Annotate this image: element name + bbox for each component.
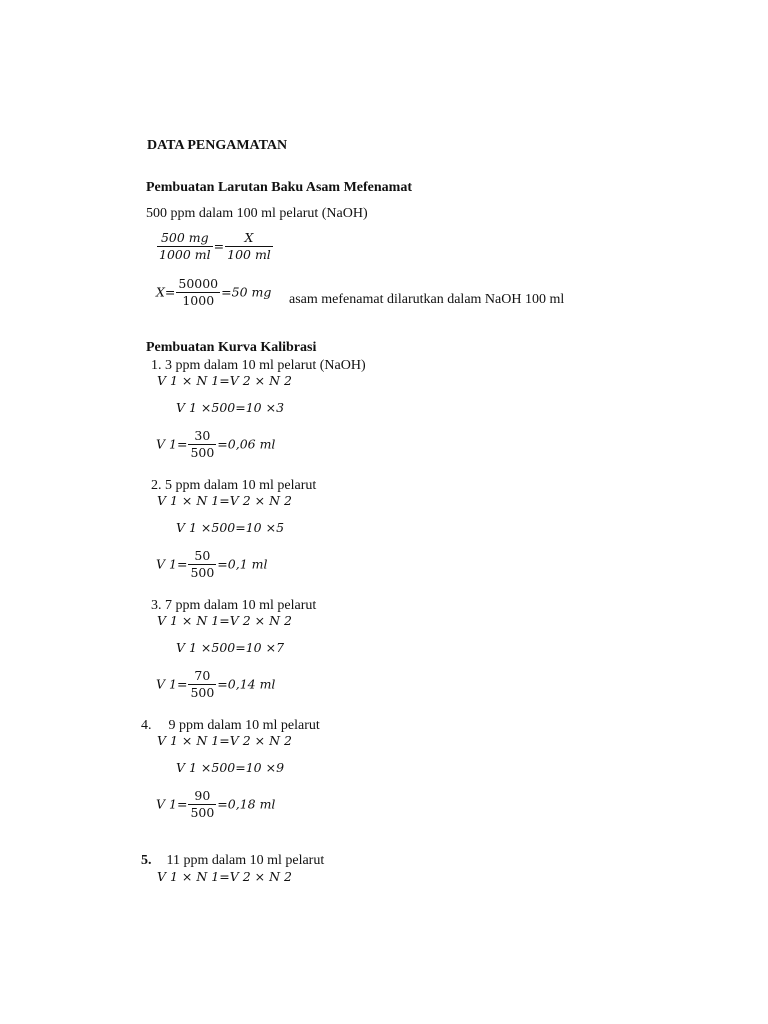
- equals-sign: =: [213, 238, 225, 254]
- fraction-numerator: 70: [188, 669, 216, 685]
- dilution-result: [156, 549, 267, 581]
- fraction-denominator: 500: [190, 445, 215, 461]
- list-item-3: [151, 599, 316, 613]
- dilution-formula: V 1 × N 1=V 2 × N 2: [157, 869, 292, 884]
- list-item-text: 9 ppm dalam 10 ml pelarut: [168, 718, 320, 733]
- fraction-denominator: 500: [190, 805, 215, 821]
- fraction-numerator: 50: [188, 549, 216, 565]
- equation-x-result: [156, 277, 271, 309]
- list-item-text: 11 ppm dalam 10 ml pelarut: [166, 853, 325, 868]
- fraction: [188, 429, 216, 461]
- dissolution-note: asam mefenamat dilarutkan dalam NaOH 100 ml: [289, 292, 565, 307]
- fraction: [176, 277, 220, 309]
- dilution-formula: V 1 × N 1=V 2 × N 2: [157, 373, 292, 388]
- list-item-5: [141, 854, 324, 868]
- equation-lhs: V 1=: [156, 556, 188, 572]
- larutan-baku-description: 500 ppm dalam 100 ml pelarut (NaOH): [146, 206, 368, 221]
- list-item-1: [151, 359, 366, 373]
- dilution-step: V 1 ×500=10 ×7: [176, 640, 285, 655]
- fraction: [188, 669, 216, 701]
- section-heading-kurva-kalibrasi: Pembuatan Kurva Kalibrasi: [146, 340, 317, 355]
- fraction-denominator: 1000: [182, 293, 215, 309]
- dilution-result: [156, 669, 275, 701]
- fraction-numerator: X: [225, 231, 273, 247]
- fraction-denominator: 500: [190, 685, 215, 701]
- dilution-step: V 1 ×500=10 ×9: [176, 760, 285, 775]
- list-item-text: 3 ppm dalam 10 ml pelarut (NaOH): [165, 358, 366, 373]
- fraction-numerator: 500 mg: [157, 231, 213, 247]
- fraction-denominator: 100 ml: [227, 247, 271, 263]
- page-title: DATA PENGAMATAN: [147, 138, 288, 153]
- section-heading-larutan-baku: Pembuatan Larutan Baku Asam Mefenamat: [146, 180, 413, 195]
- list-item-text: 7 ppm dalam 10 ml pelarut: [165, 598, 317, 613]
- equation-lhs: V 1=: [156, 676, 188, 692]
- dilution-step: V 1 ×500=10 ×5: [176, 520, 285, 535]
- equation-rhs: =0,18 ml: [217, 796, 276, 812]
- fraction-denominator: 1000 ml: [159, 247, 211, 263]
- fraction-left: [157, 231, 213, 263]
- equation-rhs: =0,14 ml: [217, 676, 276, 692]
- equation-lhs: V 1=: [156, 436, 188, 452]
- equation-lhs: X=: [156, 284, 176, 300]
- fraction-numerator: 90: [188, 789, 216, 805]
- fraction-numerator: 50000: [176, 277, 220, 293]
- equation-rhs: =0,1 ml: [217, 556, 268, 572]
- equation-rhs: =0,06 ml: [217, 436, 276, 452]
- list-item-2: [151, 479, 316, 493]
- list-item-text: 5 ppm dalam 10 ml pelarut: [165, 478, 317, 493]
- dilution-formula: V 1 × N 1=V 2 × N 2: [157, 733, 292, 748]
- dilution-result: [156, 429, 275, 461]
- list-item-number: 3.: [151, 598, 162, 613]
- fraction-numerator: 30: [188, 429, 216, 445]
- equation-ratio: [156, 231, 274, 263]
- list-item-number: 1.: [151, 358, 162, 373]
- list-item-number: 4.: [141, 718, 152, 733]
- dilution-formula: V 1 × N 1=V 2 × N 2: [157, 613, 292, 628]
- list-item-4: [141, 719, 320, 733]
- dilution-step: V 1 ×500=10 ×3: [176, 400, 285, 415]
- dilution-result: [156, 789, 275, 821]
- fraction-denominator: 500: [190, 565, 215, 581]
- list-item-number: 2.: [151, 478, 162, 493]
- list-item-number: 5.: [141, 853, 152, 868]
- equation-lhs: V 1=: [156, 796, 188, 812]
- fraction: [188, 549, 216, 581]
- fraction: [188, 789, 216, 821]
- equation-rhs: =50 mg: [221, 284, 272, 300]
- fraction-right: [225, 231, 273, 263]
- dilution-formula: V 1 × N 1=V 2 × N 2: [157, 493, 292, 508]
